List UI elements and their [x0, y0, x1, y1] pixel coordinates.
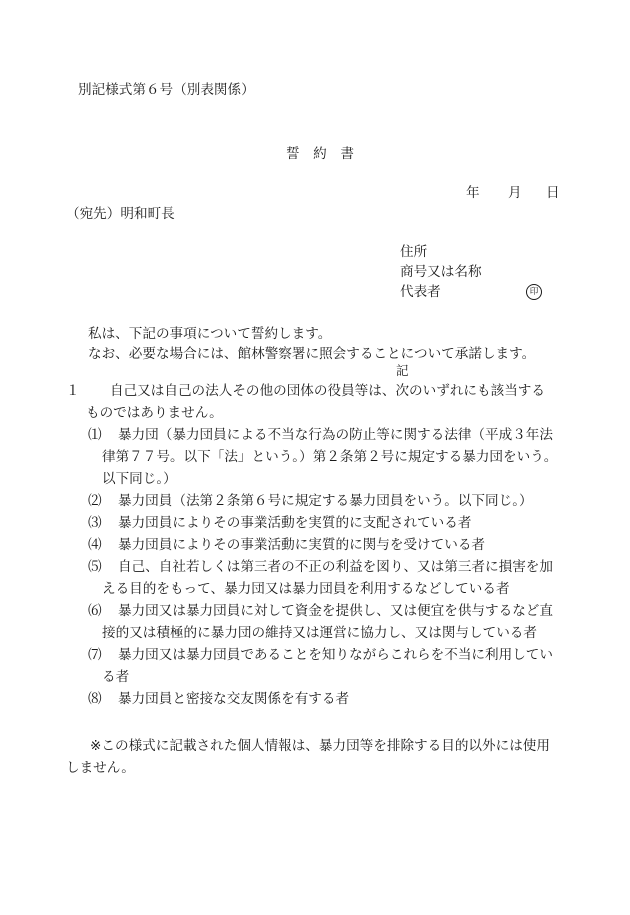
list-item [88, 688, 566, 710]
address-label: 住所 [400, 244, 428, 260]
representative-label: 代表者 [400, 284, 441, 300]
item-text: 暴力団又は暴力団員であることを知りながらこれらを不当に利用している者 [102, 647, 553, 685]
privacy-note: ※この様式に記載された個人情報は、暴力団等を排除する目的以外には使用しません。 [66, 738, 550, 776]
list-item [88, 556, 566, 600]
item-text: 暴力団（暴力団員による不当な行為の防止等に関する法律（平成３年法律第７７号。以下「法」という。）第２条第２号に規定する暴力団をいう。以下同じ。） [102, 427, 558, 487]
form-number: 別記様式第６号（別表関係） [78, 82, 255, 98]
clause-1 [66, 380, 556, 424]
item-text: 暴力団員と密接な交友関係を有する者 [118, 691, 350, 707]
ki-heading: 記 [396, 363, 409, 378]
list-item [88, 424, 566, 490]
item-marker: ⑶ [88, 515, 102, 531]
seal-mark: 印 [526, 284, 542, 300]
consent-statement: なお、必要な場合には、館林警察署に照会することについて承諾します。 [88, 346, 536, 362]
item-text: 暴力団員によりその事業活動に実質的に関与を受けている者 [118, 537, 486, 553]
clause-number: １ [66, 383, 80, 399]
list-item [88, 534, 566, 556]
date-year-label: 年 [466, 185, 480, 201]
item-text: 自己、自社若しくは第三者の不正の利益を図り、又は第三者に損害を加える目的をもって、暴力団又は暴力団員を利用するなどしている者 [102, 559, 553, 597]
item-text: 暴力団又は暴力団員に対して資金を提供し、又は便宜を供与するなど直接的又は積極的に暴力団の維持又は運営に協力し、又は関与している者 [102, 603, 553, 641]
company-name-label: 商号又は名称 [400, 264, 482, 280]
date-day-label: 日 [546, 185, 560, 201]
date-month-label: 月 [508, 185, 522, 201]
item-text: 暴力団員（法第２条第６号に規定する暴力団員をいう。以下同じ。） [118, 493, 533, 509]
document-title: 誓 約 書 [286, 146, 354, 162]
item-marker: ⑸ [88, 559, 102, 575]
list-item [88, 644, 566, 688]
clause-text: 自己又は自己の法人その他の団体の役員等は、次のいずれにも該当するものではありません。 [86, 383, 545, 421]
item-marker: ⑴ [88, 427, 102, 443]
item-marker: ⑵ [88, 493, 102, 509]
item-marker: ⑷ [88, 537, 102, 553]
list-item [88, 600, 566, 644]
addressee: （宛先）明和町長 [66, 206, 175, 222]
item-marker: ⑹ [88, 603, 102, 619]
item-marker: ⑻ [88, 691, 102, 707]
item-marker: ⑺ [88, 647, 102, 663]
list-item [88, 512, 566, 534]
pledge-statement: 私は、下記の事項について誓約します。 [88, 326, 332, 342]
list-item [88, 490, 566, 512]
item-text: 暴力団員によりその事業活動を実質的に支配されている者 [118, 515, 472, 531]
